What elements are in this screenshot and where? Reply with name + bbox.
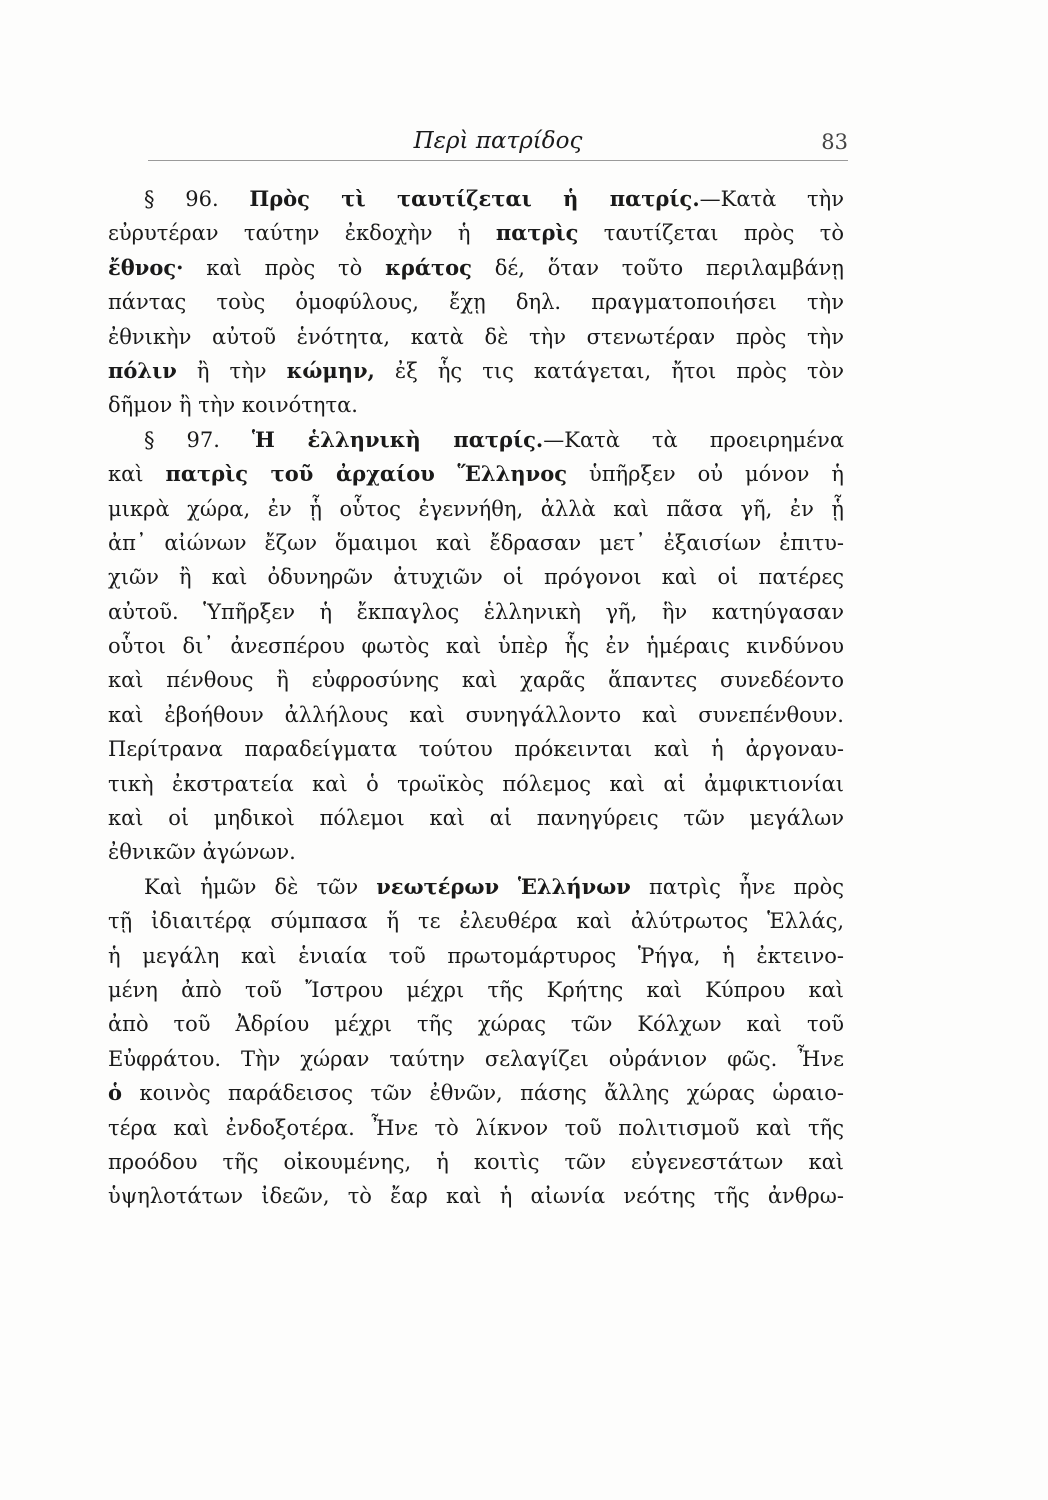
text-line — [108, 904, 844, 938]
text-line — [108, 216, 844, 250]
text-segment: καὶ πρὸς τὸ — [183, 255, 386, 280]
text-line — [108, 285, 844, 319]
bold-term: Ἡ ἑλληνικὴ πατρίς. — [251, 426, 544, 452]
text-segment: μένη ἀπὸ τοῦ Ἴστρου μέχρι τῆς Κρήτης καὶ Κύπρου καὶ — [108, 977, 844, 1002]
text-segment: οὗτοι δι᾽ ἀνεσπέρου φωτὸς καὶ ὑπὲρ ἧς ἐν ἡμέραις κινδύνου — [108, 634, 844, 659]
text-line — [108, 801, 844, 835]
text-segment: § 96. — [144, 187, 250, 211]
text-segment: εὐρυτέραν ταύτην ἐκδοχὴν ἡ — [108, 221, 496, 246]
bold-term: κράτος — [385, 254, 472, 280]
text-line — [108, 629, 844, 663]
bold-term: πόλιν — [108, 357, 177, 383]
text-segment: Περίτρανα παραδείγματα τούτου πρόκεινται καὶ ἡ ἀργοναυ- — [108, 737, 844, 762]
text-segment: τέρα καὶ ἐνδοξοτέρα. Ἦνε τὸ λίκνον τοῦ πολιτισμοῦ καὶ τῆς — [108, 1115, 844, 1140]
text-segment: καὶ πένθους ἢ εὐφροσύνης καὶ χαρᾶς ἅπαντες συνεδέοντο — [108, 668, 844, 693]
bold-term: νεωτέρων Ἑλλήνων — [376, 873, 631, 899]
text-line — [108, 1179, 844, 1213]
text-line — [108, 492, 844, 526]
text-segment: ταυτίζεται πρὸς τὸ — [578, 221, 844, 246]
text-segment: ἐξ ἧς τις κατάγεται, ἤτοι πρὸς τὸν — [374, 358, 844, 383]
text-segment: ἐθνικῶν ἀγώνων. — [108, 840, 296, 865]
text-segment: τῇ ἰδιαιτέρᾳ σύμπασα ἥ τε ἐλευθέρα καὶ ἀλύτρωτος Ἑλλάς, — [108, 909, 844, 934]
running-title: Περὶ πατρίδος — [413, 128, 583, 154]
text-line — [108, 251, 844, 285]
text-line — [108, 457, 844, 491]
text-segment: καὶ ἐβοήθουν ἀλλήλους καὶ συνηγάλλοντο καὶ συνεπένθουν. — [108, 702, 844, 727]
text-line — [108, 973, 844, 1007]
text-segment: —Κατὰ τὴν — [699, 187, 845, 211]
text-line — [108, 388, 844, 422]
text-line — [108, 182, 844, 216]
bold-term: ἔθνος· — [108, 254, 184, 280]
text-segment: πάντας τοὺς ὁμοφύλους, ἔχῃ δηλ. πραγματοποιήσει τὴν — [108, 290, 844, 315]
text-line — [108, 698, 844, 732]
bold-term: Πρὸς τὶ ταυτίζεται ἡ πατρίς. — [249, 186, 700, 211]
text-segment: ἢ τὴν — [176, 358, 287, 383]
text-line — [108, 354, 844, 388]
text-segment: κοινὸς παράδεισος τῶν ἐθνῶν, πάσης ἄλλης χώρας ὡραιο- — [122, 1081, 844, 1106]
bold-term: ὁ — [108, 1080, 123, 1106]
text-line — [108, 560, 844, 594]
text-line — [108, 1042, 844, 1076]
text-line — [108, 1007, 844, 1041]
text-segment: δῆμον ἢ τὴν κοινότητα. — [108, 393, 358, 418]
text-line — [108, 835, 844, 869]
text-line — [108, 526, 844, 560]
text-segment: ἡ μεγάλη καὶ ἑνιαία τοῦ πρωτομάρτυρος Ῥήγα, ἡ ἐκτεινο- — [108, 943, 844, 968]
text-line — [108, 1076, 844, 1110]
body-text — [108, 182, 844, 1214]
text-line — [108, 732, 844, 766]
text-segment: χιῶν ἢ καὶ ὀδυνηρῶν ἀτυχιῶν οἱ πρόγονοι καὶ οἱ πατέρες — [108, 565, 844, 590]
text-segment: καὶ — [108, 462, 166, 487]
text-segment: πατρὶς ἦνε πρὸς — [630, 874, 844, 899]
text-line — [108, 595, 844, 629]
text-segment: ὑψηλοτάτων ἰδεῶν, τὸ ἔαρ καὶ ἡ αἰωνία νεότης τῆς ἀνθρω- — [108, 1184, 844, 1209]
text-line — [108, 1145, 844, 1179]
text-segment: ἀπὸ τοῦ Ἀδρίου μέχρι τῆς χώρας τῶν Κόλχων καὶ τοῦ — [108, 1012, 844, 1037]
bold-term: κώμην, — [286, 357, 375, 383]
page-number: 83 — [821, 130, 848, 154]
text-line — [108, 767, 844, 801]
text-line — [108, 1111, 844, 1145]
text-segment: ὑπῆρξεν οὐ μόνον ἡ — [567, 462, 844, 487]
text-segment: προόδου τῆς οἰκουμένης, ἡ κοιτὶς τῶν εὐγενεστάτων καὶ — [108, 1149, 844, 1174]
text-line — [108, 939, 844, 973]
text-segment: δέ, ὅταν τοῦτο περιλαμβάνῃ — [471, 255, 844, 280]
text-segment: μικρὰ χώρα, ἐν ᾗ οὗτος ἐγεννήθη, ἀλλὰ καὶ πᾶσα γῆ, ἐν ᾗ — [108, 496, 844, 521]
text-segment: —Κατὰ τὰ προειρημένα — [543, 427, 845, 452]
text-line — [108, 870, 844, 904]
header-rule — [148, 160, 848, 161]
bold-term: πατρὶς τοῦ ἀρχαίου Ἕλληνος — [165, 461, 567, 487]
text-segment: ἀπ᾽ αἰώνων ἔζων ὅμαιμοι καὶ ἔδρασαν μετ᾽ ἐξαισίων ἐπιτυ- — [108, 530, 844, 555]
running-header — [148, 122, 848, 162]
text-segment: καὶ οἱ μηδικοὶ πόλεμοι καὶ αἱ πανηγύρεις τῶν μεγάλων — [108, 806, 844, 831]
text-segment: τικὴ ἐκστρατεία καὶ ὁ τρωϊκὸς πόλεμος καὶ αἱ ἀμφικτιονίαι — [108, 771, 844, 796]
text-line — [108, 663, 844, 697]
text-segment: ἐθνικὴν αὐτοῦ ἑνότητα, κατὰ δὲ τὴν στενωτέραν πρὸς τὴν — [108, 324, 844, 349]
text-segment: Εὐφράτου. Τὴν χώραν ταύτην σελαγίζει οὐράνιον φῶς. Ἦνε — [108, 1046, 844, 1071]
text-segment: αὐτοῦ. Ὑπῆρξεν ἡ ἔκπαγλος ἑλληνικὴ γῆ, ἣν κατηύγασαν — [108, 599, 844, 624]
text-line — [108, 423, 844, 457]
text-segment: Καὶ ἡμῶν δὲ τῶν — [144, 874, 377, 899]
text-line — [108, 320, 844, 354]
text-segment: § 97. — [144, 427, 252, 452]
bold-term: πατρὶς — [495, 220, 579, 246]
